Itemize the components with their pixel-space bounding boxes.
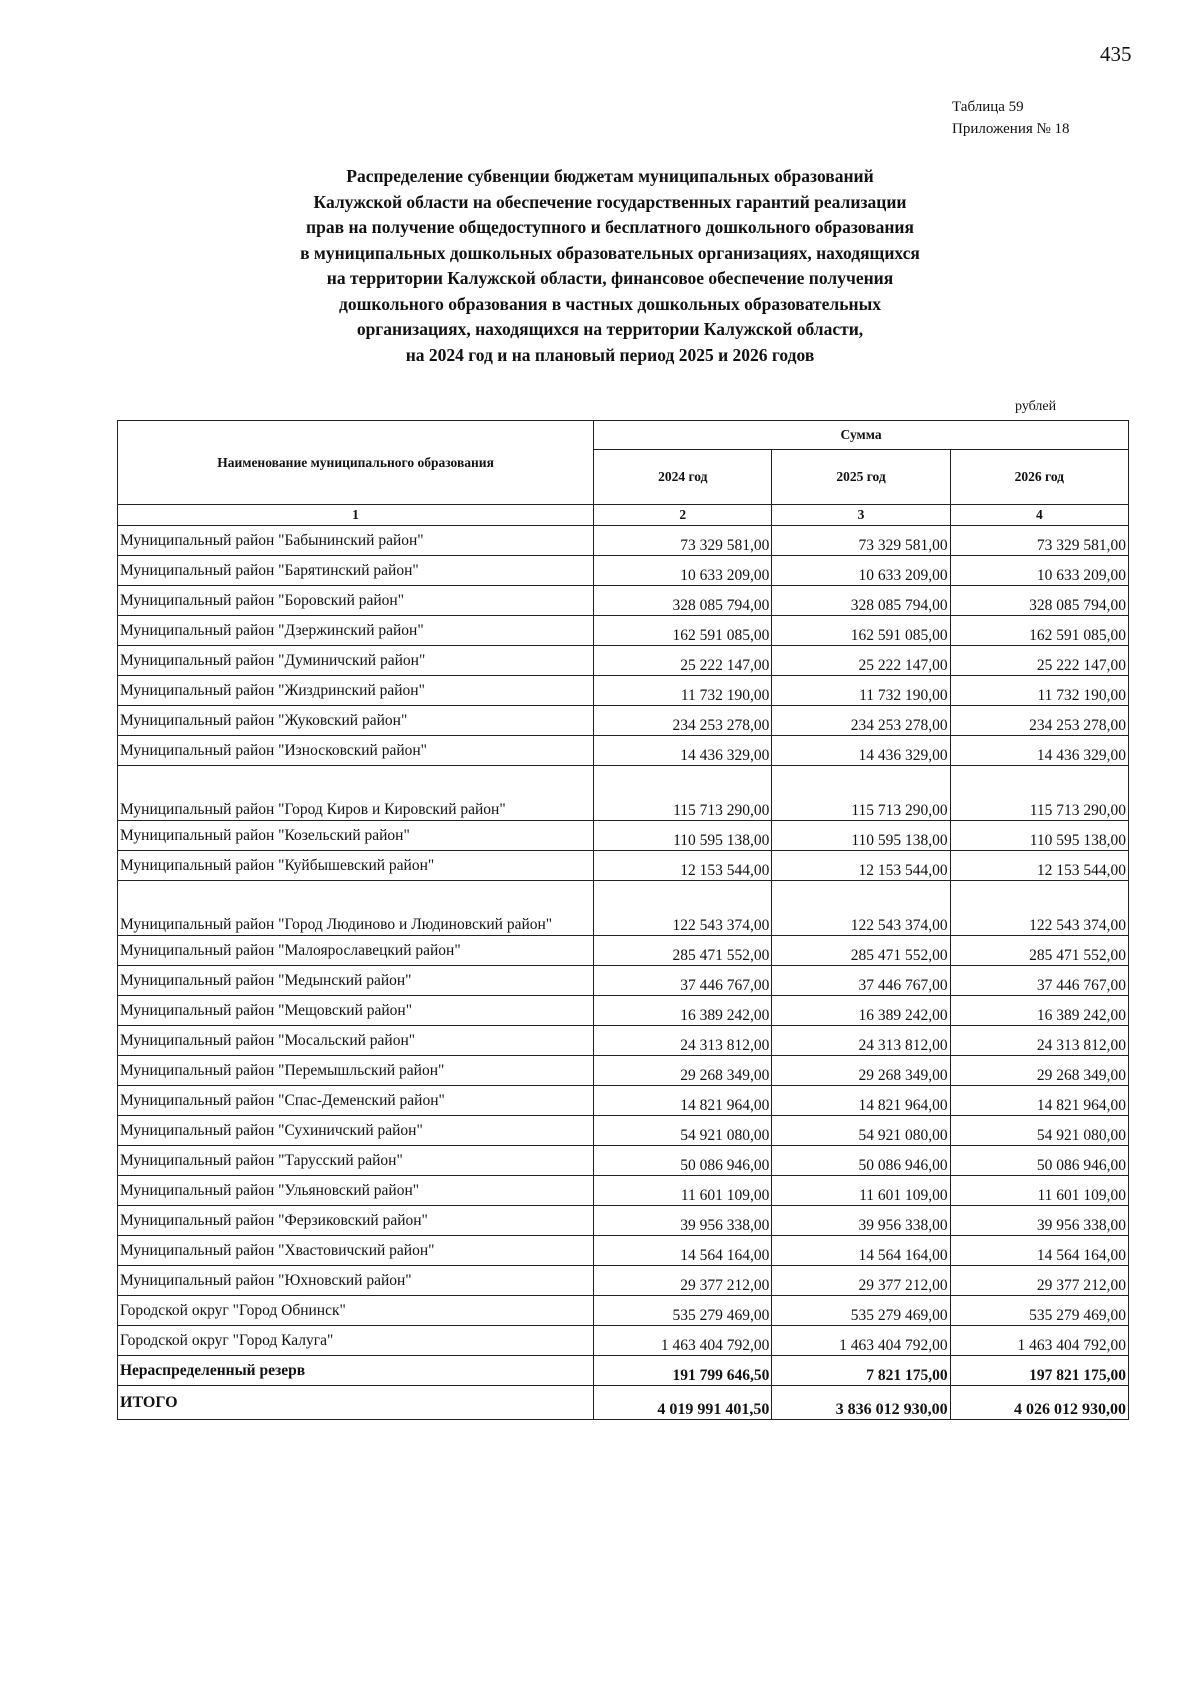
title-line: на территории Калужской области, финансовое обеспечение получения xyxy=(326,268,894,288)
value-2024: 73 329 581,00 xyxy=(594,526,772,556)
title-line: на 2024 год и на плановый период 2025 и 2026 годов xyxy=(405,344,815,365)
table-row xyxy=(118,1056,1129,1086)
value-2024: 54 921 080,00 xyxy=(594,1116,772,1146)
table-row xyxy=(118,1086,1129,1116)
value-2026: 73 329 581,00 xyxy=(950,526,1128,556)
header-sum: Сумма xyxy=(594,421,1129,450)
municipality-name: Муниципальный район "Ульяновский район" xyxy=(118,1176,594,1206)
table-reference xyxy=(952,96,1070,140)
value-2025: 234 253 278,00 xyxy=(772,706,950,736)
value-2026: 54 921 080,00 xyxy=(950,1116,1128,1146)
municipality-name: Муниципальный район "Барятинский район" xyxy=(118,556,594,586)
value-2025: 11 601 109,00 xyxy=(772,1176,950,1206)
table-row xyxy=(118,646,1129,676)
value-2024: 122 543 374,00 xyxy=(594,881,772,936)
value-2025: 328 085 794,00 xyxy=(772,586,950,616)
value-2024: 37 446 767,00 xyxy=(594,966,772,996)
value-2025: 25 222 147,00 xyxy=(772,646,950,676)
value-2025: 1 463 404 792,00 xyxy=(772,1326,950,1356)
value-2025: 535 279 469,00 xyxy=(772,1296,950,1326)
municipality-name: Муниципальный район "Куйбышевский район" xyxy=(118,851,594,881)
value-2026: 11 601 109,00 xyxy=(950,1176,1128,1206)
units-label: рублей xyxy=(1015,399,1057,414)
title-line: организациях, находящихся на территории Калужской области, xyxy=(356,319,864,339)
table-row xyxy=(118,851,1129,881)
value-2026: 39 956 338,00 xyxy=(950,1206,1128,1236)
value-2024: 10 633 209,00 xyxy=(594,556,772,586)
document-title xyxy=(160,164,1060,368)
value-2025: 29 268 349,00 xyxy=(772,1056,950,1086)
value-2026: 110 595 138,00 xyxy=(950,821,1128,851)
value-2025: 3 836 012 930,00 xyxy=(772,1386,950,1420)
value-2026: 234 253 278,00 xyxy=(950,706,1128,736)
municipality-name: Муниципальный район "Износковский район" xyxy=(118,736,594,766)
value-2026: 14 436 329,00 xyxy=(950,736,1128,766)
table-row xyxy=(118,556,1129,586)
title-line: дошкольного образования в частных дошкольных образовательных xyxy=(338,293,881,314)
municipality-name: Городской округ "Город Обнинск" xyxy=(118,1296,594,1326)
value-2026: 197 821 175,00 xyxy=(950,1356,1128,1386)
value-2024: 14 436 329,00 xyxy=(594,736,772,766)
value-2024: 234 253 278,00 xyxy=(594,706,772,736)
table-row xyxy=(118,736,1129,766)
value-2024: 14 564 164,00 xyxy=(594,1236,772,1266)
municipality-name: Муниципальный район "Жуковский район" xyxy=(118,706,594,736)
table-row xyxy=(118,1206,1129,1236)
value-2026: 535 279 469,00 xyxy=(950,1296,1128,1326)
municipality-name: Муниципальный район "Тарусский район" xyxy=(118,1146,594,1176)
municipality-name: Муниципальный район "Козельский район" xyxy=(118,821,594,851)
value-2026: 122 543 374,00 xyxy=(950,881,1128,936)
table-row xyxy=(118,1026,1129,1056)
value-2026: 1 463 404 792,00 xyxy=(950,1326,1128,1356)
table-number: Таблица 59 xyxy=(952,99,1024,115)
value-2024: 110 595 138,00 xyxy=(594,821,772,851)
value-2026: 11 732 190,00 xyxy=(950,676,1128,706)
value-2025: 16 389 242,00 xyxy=(772,996,950,1026)
value-2026: 25 222 147,00 xyxy=(950,646,1128,676)
value-2024: 191 799 646,50 xyxy=(594,1356,772,1386)
value-2026: 14 821 964,00 xyxy=(950,1086,1128,1116)
value-2026: 24 313 812,00 xyxy=(950,1026,1128,1056)
value-2026: 14 564 164,00 xyxy=(950,1236,1128,1266)
value-2026: 16 389 242,00 xyxy=(950,996,1128,1026)
table-row xyxy=(118,1116,1129,1146)
total-row xyxy=(118,1386,1129,1420)
value-2024: 14 821 964,00 xyxy=(594,1086,772,1116)
value-2026: 115 713 290,00 xyxy=(950,766,1128,821)
municipality-name: Муниципальный район "Дзержинский район" xyxy=(118,616,594,646)
table-row xyxy=(118,881,1129,936)
column-number-row xyxy=(118,505,1129,526)
column-number: 3 xyxy=(772,505,950,526)
title-line: в муниципальных дошкольных образовательных организациях, находящихся xyxy=(300,242,920,263)
value-2026: 29 377 212,00 xyxy=(950,1266,1128,1296)
value-2025: 14 564 164,00 xyxy=(772,1236,950,1266)
value-2026: 328 085 794,00 xyxy=(950,586,1128,616)
value-2025: 54 921 080,00 xyxy=(772,1116,950,1146)
value-2025: 14 436 329,00 xyxy=(772,736,950,766)
municipality-name: Муниципальный район "Жиздринский район" xyxy=(118,676,594,706)
appendix-number: Приложения № 18 xyxy=(952,121,1070,137)
municipality-name: Муниципальный район "Перемышльский район" xyxy=(118,1056,594,1086)
title-line: Калужской области на обеспечение государственных гарантий реализации xyxy=(313,191,907,212)
value-2025: 37 446 767,00 xyxy=(772,966,950,996)
value-2024: 11 601 109,00 xyxy=(594,1176,772,1206)
value-2024: 535 279 469,00 xyxy=(594,1296,772,1326)
municipality-name: Муниципальный район "Бабынинский район" xyxy=(118,526,594,556)
municipality-name: Муниципальный район "Хвастовичский район" xyxy=(118,1236,594,1266)
value-2024: 24 313 812,00 xyxy=(594,1026,772,1056)
municipality-name: Муниципальный район "Малоярославецкий район" xyxy=(118,936,594,966)
value-2025: 14 821 964,00 xyxy=(772,1086,950,1116)
reserve-row xyxy=(118,1356,1129,1386)
table-body xyxy=(118,526,1129,1356)
value-2025: 50 086 946,00 xyxy=(772,1146,950,1176)
value-2026: 162 591 085,00 xyxy=(950,616,1128,646)
value-2026: 10 633 209,00 xyxy=(950,556,1128,586)
value-2025: 110 595 138,00 xyxy=(772,821,950,851)
table-row xyxy=(118,1326,1129,1356)
table-row xyxy=(118,676,1129,706)
value-2024: 29 377 212,00 xyxy=(594,1266,772,1296)
value-2024: 50 086 946,00 xyxy=(594,1146,772,1176)
value-2025: 39 956 338,00 xyxy=(772,1206,950,1236)
table-row xyxy=(118,586,1129,616)
header-year-2024: 2024 год xyxy=(594,450,772,505)
value-2026: 285 471 552,00 xyxy=(950,936,1128,966)
table-row xyxy=(118,616,1129,646)
value-2025: 285 471 552,00 xyxy=(772,936,950,966)
value-2025: 162 591 085,00 xyxy=(772,616,950,646)
page-number: 435 xyxy=(1100,42,1132,66)
table-row xyxy=(118,966,1129,996)
value-2025: 115 713 290,00 xyxy=(772,766,950,821)
subvention-table xyxy=(117,420,1129,1420)
title-line: Распределение субвенции бюджетам муниципальных образований xyxy=(346,166,874,186)
table-row xyxy=(118,1146,1129,1176)
table-row xyxy=(118,766,1129,821)
value-2024: 4 019 991 401,50 xyxy=(594,1386,772,1420)
municipality-name: Муниципальный район "Ферзиковский район" xyxy=(118,1206,594,1236)
value-2025: 10 633 209,00 xyxy=(772,556,950,586)
table-row xyxy=(118,996,1129,1026)
column-number: 4 xyxy=(950,505,1128,526)
column-number: 2 xyxy=(594,505,772,526)
column-number: 1 xyxy=(118,505,594,526)
value-2025: 24 313 812,00 xyxy=(772,1026,950,1056)
value-2026: 4 026 012 930,00 xyxy=(950,1386,1128,1420)
municipality-name: Муниципальный район "Спас-Деменский район" xyxy=(118,1086,594,1116)
value-2024: 162 591 085,00 xyxy=(594,616,772,646)
municipality-name: Городской округ "Город Калуга" xyxy=(118,1326,594,1356)
value-2024: 11 732 190,00 xyxy=(594,676,772,706)
value-2024: 328 085 794,00 xyxy=(594,586,772,616)
value-2025: 12 153 544,00 xyxy=(772,851,950,881)
value-2026: 37 446 767,00 xyxy=(950,966,1128,996)
header-year-2026: 2026 год xyxy=(950,450,1128,505)
row-name: Нераспределенный резерв xyxy=(118,1356,594,1386)
table-row xyxy=(118,1296,1129,1326)
municipality-name: Муниципальный район "Боровский район" xyxy=(118,586,594,616)
table-row xyxy=(118,936,1129,966)
municipality-name: Муниципальный район "Медынский район" xyxy=(118,966,594,996)
value-2024: 1 463 404 792,00 xyxy=(594,1326,772,1356)
header-name: Наименование муниципального образования xyxy=(118,421,594,505)
value-2026: 50 086 946,00 xyxy=(950,1146,1128,1176)
table-row xyxy=(118,1266,1129,1296)
municipality-name: Муниципальный район "Юхновский район" xyxy=(118,1266,594,1296)
municipality-name: Муниципальный район "Город Людиново и Людиновский район" xyxy=(118,881,594,936)
title-line: прав на получение общедоступного и бесплатного дошкольного образования xyxy=(306,217,914,237)
value-2025: 73 329 581,00 xyxy=(772,526,950,556)
municipality-name: Муниципальный район "Думиничский район" xyxy=(118,646,594,676)
value-2025: 11 732 190,00 xyxy=(772,676,950,706)
table-row xyxy=(118,1176,1129,1206)
table-row xyxy=(118,821,1129,851)
value-2024: 39 956 338,00 xyxy=(594,1206,772,1236)
value-2025: 7 821 175,00 xyxy=(772,1356,950,1386)
value-2024: 29 268 349,00 xyxy=(594,1056,772,1086)
municipality-name: Муниципальный район "Город Киров и Кировский район" xyxy=(118,766,594,821)
municipality-name: Муниципальный район "Мосальский район" xyxy=(118,1026,594,1056)
municipality-name: Муниципальный район "Сухиничский район" xyxy=(118,1116,594,1146)
header-year-2025: 2025 год xyxy=(772,450,950,505)
value-2024: 12 153 544,00 xyxy=(594,851,772,881)
value-2026: 12 153 544,00 xyxy=(950,851,1128,881)
value-2025: 122 543 374,00 xyxy=(772,881,950,936)
row-name: ИТОГО xyxy=(118,1386,594,1420)
table-row xyxy=(118,706,1129,736)
value-2024: 16 389 242,00 xyxy=(594,996,772,1026)
table-row xyxy=(118,526,1129,556)
value-2026: 29 268 349,00 xyxy=(950,1056,1128,1086)
value-2024: 115 713 290,00 xyxy=(594,766,772,821)
value-2024: 25 222 147,00 xyxy=(594,646,772,676)
value-2025: 29 377 212,00 xyxy=(772,1266,950,1296)
municipality-name: Муниципальный район "Мещовский район" xyxy=(118,996,594,1026)
value-2024: 285 471 552,00 xyxy=(594,936,772,966)
table-row xyxy=(118,1236,1129,1266)
